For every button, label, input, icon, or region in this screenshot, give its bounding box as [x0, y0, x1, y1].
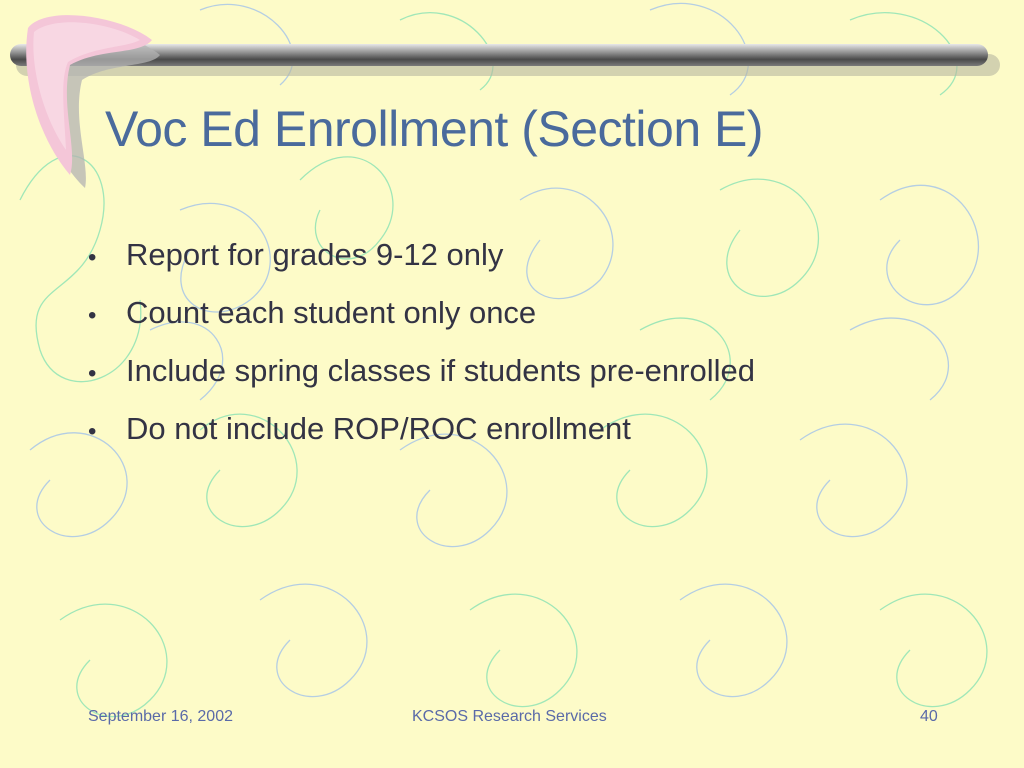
bullet-item: [88, 348, 755, 406]
bullet-item: [88, 290, 755, 348]
bullet-icon: •: [88, 418, 97, 445]
bullet-text: Count each student only once: [126, 295, 537, 330]
footer-organization: KCSOS Research Services: [412, 708, 607, 725]
bullet-icon: •: [88, 360, 97, 387]
bullet-icon: •: [88, 244, 97, 271]
footer-date: September 16, 2002: [88, 708, 233, 725]
footer-page-number: 40: [920, 708, 938, 725]
bullet-item: [88, 406, 755, 464]
bullet-icon: •: [88, 302, 97, 329]
bullet-text: Do not include ROP/ROC enrollment: [126, 411, 631, 446]
slide-title: Voc Ed Enrollment (Section E): [105, 101, 764, 157]
bullet-list: [88, 232, 755, 464]
bullet-item: [88, 232, 755, 290]
bullet-text: Include spring classes if students pre-enrolled: [126, 353, 755, 388]
bullet-text: Report for grades 9-12 only: [126, 237, 504, 272]
